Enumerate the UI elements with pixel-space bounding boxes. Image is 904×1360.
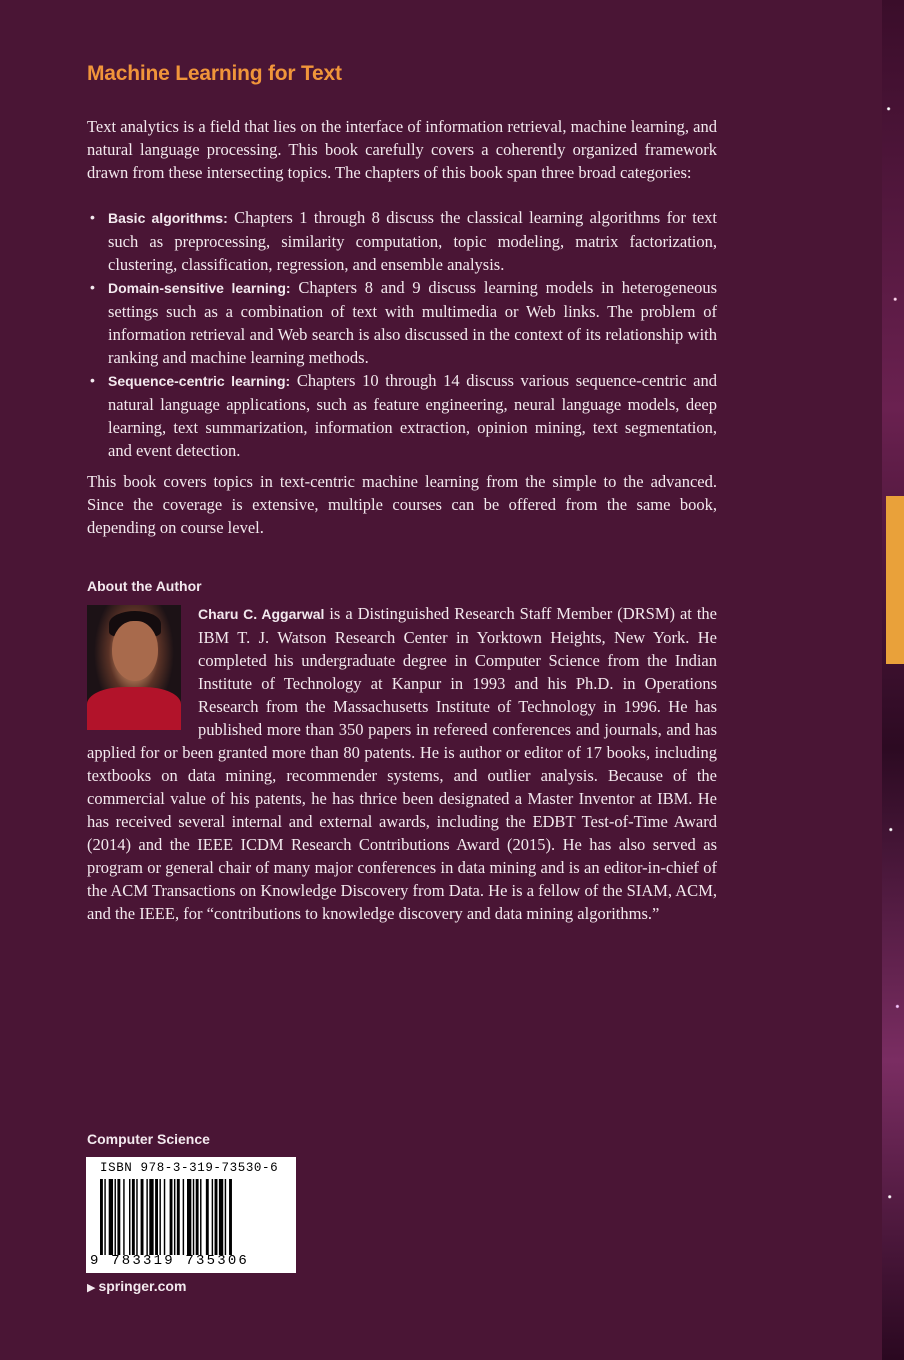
intro-paragraph: Text analytics is a field that lies on the interface of information retrieval, machine learning, and natural language processing. This book carefully covers a coherently organized framework drawn from these intersecting topics. The chapters of this book span three broad categories:: [87, 117, 717, 182]
barcode-bar: [174, 1179, 175, 1255]
barcode-bar: [100, 1179, 103, 1255]
barcode-bar: [104, 1179, 105, 1255]
starfield-spine-strip: [882, 0, 904, 1360]
subject-category: Computer Science: [87, 1131, 210, 1147]
barcode-bar: [136, 1179, 137, 1255]
about-author-heading: About the Author: [87, 578, 202, 594]
author-bio-text: is a Distinguished Research Staff Member (DRSM) at the IBM T. J. Watson Research Center in Yorktown Heights, New York. He completed his undergraduate degree in Computer Science from the Indian Institute of Technology at Kanpur in 1993 and his Ph.D. in Operations Research from the Massachusetts Institute of Technology in 1996. He has published more than 350 papers in refereed conferences and journals, and has applied for or been granted more than 80 patents. He is author or editor of 17 books, including textbooks on data mining, recommender systems, and outlier analysis. Because of the commercial value of his patents, he has thrice been designated a Master Inventor at IBM. He has received several internal and external awards, including the EDBT Test-of-Time Award (2014) and the IEEE ICDM Research Contributions Award (2015). He has also served as program or general chair of many major conferences in data mining and is an editor-in-chief of the ACM Transactions on Knowledge Discovery from Data. He is a fellow of the SIAM, ACM, and the IEEE, for “contributions to knowledge discovery and data mining algorithms.”: [87, 604, 717, 923]
spine-color-tab: [886, 496, 904, 664]
barcode-bar: [177, 1179, 180, 1255]
barcode-bar: [183, 1179, 184, 1255]
barcode-bar: [117, 1179, 120, 1255]
list-item: [87, 369, 717, 462]
bullet-text: Chapters 10 through 14 discuss various sequence-centric and natural language applications, such as feature engineering, neural language models, deep learning, text summarization, information extraction, opinion mining, text segmentation, and event detection.: [108, 371, 717, 460]
barcode-bar: [146, 1179, 147, 1255]
list-item: [87, 276, 717, 369]
barcode-bar: [155, 1179, 158, 1255]
barcode-bars: [100, 1179, 280, 1255]
barcode-bar: [170, 1179, 173, 1255]
barcode-bar: [196, 1179, 199, 1255]
isbn-barcode: [86, 1157, 296, 1273]
publisher-link[interactable]: [87, 1278, 186, 1294]
barcode-bar: [115, 1179, 116, 1255]
barcode-bar: [149, 1179, 153, 1255]
barcode-bar: [225, 1179, 226, 1255]
book-title: Machine Learning for Text: [87, 62, 342, 85]
barcode-bar: [215, 1179, 218, 1255]
barcode-bar: [164, 1179, 165, 1255]
barcode-bar: [212, 1179, 213, 1255]
category-list: [87, 206, 717, 462]
bullet-lead: Basic algorithms:: [108, 210, 228, 226]
barcode-bar: [141, 1179, 144, 1255]
bullet-lead: Sequence-centric learning:: [108, 373, 291, 389]
photo-face: [112, 621, 158, 681]
photo-shirt: [87, 687, 181, 730]
bullet-lead: Domain-sensitive learning:: [108, 280, 291, 296]
isbn-label: ISBN 978-3-319-73530-6: [100, 1161, 279, 1175]
barcode-bar: [219, 1179, 223, 1255]
author-bio: [87, 602, 717, 925]
barcode-bar: [187, 1179, 191, 1255]
ean-digits: 9 783319 735306: [90, 1253, 250, 1269]
barcode-bar: [123, 1179, 124, 1255]
author-photo: [87, 605, 181, 730]
bullet-text: Chapters 8 and 9 discuss learning models in heterogeneous settings such as a combination of text with multimedia or Web links. The problem of information retrieval and Web search is also discussed in the context of its relationship with ranking and machine learning methods.: [108, 278, 717, 367]
barcode-bar: [129, 1179, 130, 1255]
barcode-bar: [229, 1179, 232, 1255]
bullet-text: Chapters 1 through 8 discuss the classical learning algorithms for text such as preprocessing, similarity computation, topic modeling, matrix factorization, clustering, classification, regression, and ensemble analysis.: [108, 208, 717, 274]
barcode-bar: [159, 1179, 160, 1255]
arrow-icon: ▶: [87, 1282, 96, 1294]
barcode-bar: [193, 1179, 194, 1255]
author-name: Charu C. Aggarwal: [198, 606, 325, 622]
barcode-bar: [200, 1179, 201, 1255]
barcode-bar: [109, 1179, 113, 1255]
summary-paragraph: This book covers topics in text-centric machine learning from the simple to the advanced. Since the coverage is extensive, multiple courses can be offered from the same book, depending on course level.: [87, 472, 717, 537]
barcode-bar: [206, 1179, 209, 1255]
barcode-bar: [132, 1179, 135, 1255]
publisher-url: springer.com: [98, 1278, 187, 1294]
list-item: [87, 206, 717, 276]
